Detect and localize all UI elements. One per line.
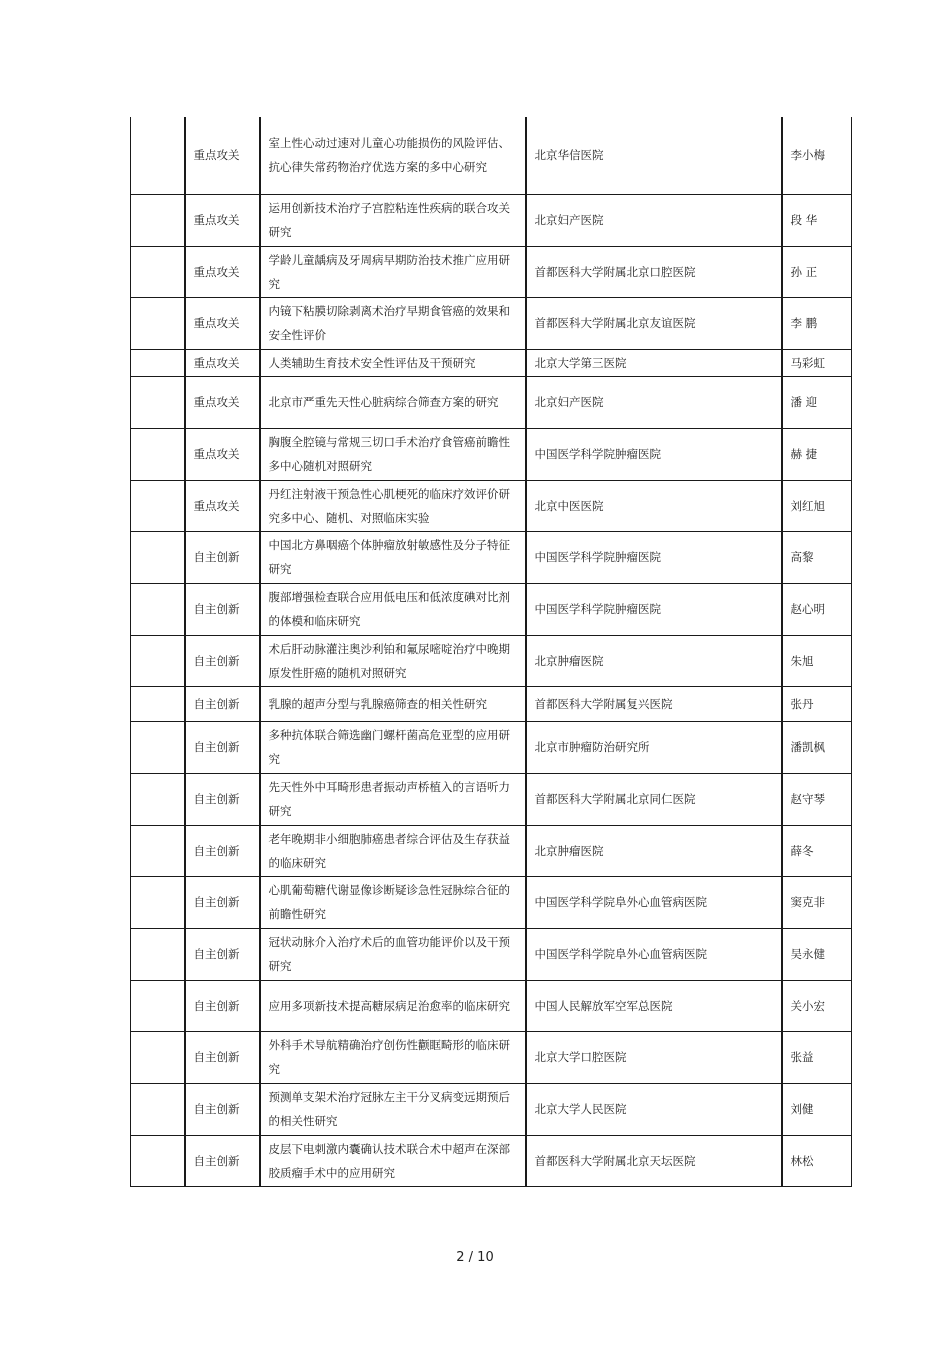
project-type-cell: 重点攻关 [185,246,260,297]
institution-cell: 北京大学口腔医院 [526,1031,782,1083]
blank-cell [131,825,185,876]
person-in-charge-cell: 潘 迎 [782,376,852,428]
project-title-cell: 冠状动脉介入治疗术后的血管功能评价以及干预研究 [260,928,526,980]
table-row [131,1031,852,1083]
table-row [131,721,852,773]
institution-cell: 北京妇产医院 [526,194,782,246]
institution-cell: 北京肿瘤医院 [526,635,782,686]
blank-cell [131,246,185,297]
table-row [131,376,852,428]
table-row [131,876,852,928]
blank-cell [131,721,185,773]
project-type-cell: 重点攻关 [185,428,260,480]
institution-cell: 首都医科大学附属北京口腔医院 [526,246,782,297]
institution-cell: 北京大学第三医院 [526,349,782,376]
institution-cell: 中国医学科学院肿瘤医院 [526,531,782,583]
institution-cell: 首都医科大学附属北京同仁医院 [526,773,782,825]
table-row [131,980,852,1031]
blank-cell [131,583,185,635]
table-row [131,480,852,531]
table-row [131,531,852,583]
project-title-cell: 运用创新技术治疗子宫腔粘连性疾病的联合攻关研究 [260,194,526,246]
institution-cell: 北京大学人民医院 [526,1083,782,1135]
blank-cell [131,531,185,583]
table-row [131,825,852,876]
project-title-cell: 皮层下电刺激内囊确认技术联合术中超声在深部胶质瘤手术中的应用研究 [260,1135,526,1186]
project-table-body [131,117,852,1186]
person-in-charge-cell: 刘健 [782,1083,852,1135]
project-title-cell: 腹部增强检查联合应用低电压和低浓度碘对比剂的体模和临床研究 [260,583,526,635]
table-row [131,686,852,721]
table-row [131,246,852,297]
person-in-charge-cell: 高黎 [782,531,852,583]
person-in-charge-cell: 张益 [782,1031,852,1083]
project-type-cell: 自主创新 [185,583,260,635]
person-in-charge-cell: 赵心明 [782,583,852,635]
blank-cell [131,428,185,480]
project-title-cell: 术后肝动脉灌注奥沙利铂和氟尿嘧啶治疗中晚期原发性肝癌的随机对照研究 [260,635,526,686]
person-in-charge-cell: 朱旭 [782,635,852,686]
table-row [131,297,852,349]
table-row [131,773,852,825]
blank-cell [131,1031,185,1083]
person-in-charge-cell: 潘凯枫 [782,721,852,773]
blank-cell [131,349,185,376]
blank-cell [131,635,185,686]
table-row [131,349,852,376]
person-in-charge-cell: 马彩虹 [782,349,852,376]
institution-cell: 首都医科大学附属北京天坛医院 [526,1135,782,1186]
institution-cell: 北京市肿瘤防治研究所 [526,721,782,773]
person-in-charge-cell: 关小宏 [782,980,852,1031]
page-number: 2 / 10 [456,1250,494,1265]
project-type-cell: 重点攻关 [185,480,260,531]
project-title-cell: 应用多项新技术提高糖尿病足治愈率的临床研究 [260,980,526,1031]
project-type-cell: 自主创新 [185,1135,260,1186]
institution-cell: 中国医学科学院阜外心血管病医院 [526,876,782,928]
institution-cell: 中国人民解放军空军总医院 [526,980,782,1031]
project-type-cell: 重点攻关 [185,117,260,194]
table-row [131,583,852,635]
project-type-cell: 自主创新 [185,721,260,773]
blank-cell [131,1083,185,1135]
project-type-cell: 自主创新 [185,531,260,583]
project-table [130,117,852,1187]
table-row [131,928,852,980]
project-type-cell: 自主创新 [185,635,260,686]
person-in-charge-cell: 刘红旭 [782,480,852,531]
person-in-charge-cell: 李 鹏 [782,297,852,349]
project-type-cell: 重点攻关 [185,376,260,428]
project-title-cell: 人类辅助生育技术安全性评估及干预研究 [260,349,526,376]
person-in-charge-cell: 张丹 [782,686,852,721]
institution-cell: 北京华信医院 [526,117,782,194]
blank-cell [131,480,185,531]
project-type-cell: 自主创新 [185,773,260,825]
institution-cell: 北京中医医院 [526,480,782,531]
institution-cell: 中国医学科学院阜外心血管病医院 [526,928,782,980]
person-in-charge-cell: 林松 [782,1135,852,1186]
project-title-cell: 多种抗体联合筛选幽门螺杆菌高危亚型的应用研究 [260,721,526,773]
blank-cell [131,117,185,194]
person-in-charge-cell: 孙 正 [782,246,852,297]
blank-cell [131,1135,185,1186]
project-type-cell: 自主创新 [185,686,260,721]
project-type-cell: 重点攻关 [185,297,260,349]
blank-cell [131,773,185,825]
project-title-cell: 中国北方鼻咽癌个体肿瘤放射敏感性及分子特征研究 [260,531,526,583]
table-row [131,194,852,246]
project-title-cell: 预测单支架术治疗冠脉左主干分叉病变远期预后的相关性研究 [260,1083,526,1135]
project-title-cell: 内镜下粘膜切除剥离术治疗早期食管癌的效果和安全性评价 [260,297,526,349]
project-title-cell: 学龄儿童龋病及牙周病早期防治技术推广应用研究 [260,246,526,297]
person-in-charge-cell: 薛冬 [782,825,852,876]
project-title-cell: 北京市严重先天性心脏病综合筛查方案的研究 [260,376,526,428]
blank-cell [131,980,185,1031]
project-title-cell: 先天性外中耳畸形患者振动声桥植入的言语听力研究 [260,773,526,825]
institution-cell: 首都医科大学附属复兴医院 [526,686,782,721]
table-row [131,1083,852,1135]
table-row [131,117,852,194]
blank-cell [131,194,185,246]
table-row [131,428,852,480]
project-type-cell: 自主创新 [185,876,260,928]
blank-cell [131,297,185,349]
project-title-cell: 乳腺的超声分型与乳腺癌筛查的相关性研究 [260,686,526,721]
project-title-cell: 胸腹全腔镜与常规三切口手术治疗食管癌前瞻性多中心随机对照研究 [260,428,526,480]
institution-cell: 北京妇产医院 [526,376,782,428]
project-type-cell: 自主创新 [185,1031,260,1083]
table-row [131,1135,852,1186]
person-in-charge-cell: 吴永健 [782,928,852,980]
institution-cell: 中国医学科学院肿瘤医院 [526,583,782,635]
institution-cell: 中国医学科学院肿瘤医院 [526,428,782,480]
table-row [131,635,852,686]
institution-cell: 首都医科大学附属北京友谊医院 [526,297,782,349]
person-in-charge-cell: 赵守琴 [782,773,852,825]
person-in-charge-cell: 窦克非 [782,876,852,928]
blank-cell [131,928,185,980]
person-in-charge-cell: 赫 捷 [782,428,852,480]
project-title-cell: 心肌葡萄糖代谢显像诊断疑诊急性冠脉综合征的前瞻性研究 [260,876,526,928]
blank-cell [131,876,185,928]
blank-cell [131,686,185,721]
person-in-charge-cell: 段 华 [782,194,852,246]
project-type-cell: 自主创新 [185,825,260,876]
project-type-cell: 重点攻关 [185,349,260,376]
project-title-cell: 丹红注射液干预急性心肌梗死的临床疗效评价研究多中心、随机、对照临床实验 [260,480,526,531]
institution-cell: 北京肿瘤医院 [526,825,782,876]
project-title-cell: 室上性心动过速对儿童心功能损伤的风险评估、抗心律失常药物治疗优选方案的多中心研究 [260,117,526,194]
project-title-cell: 外科手术导航精确治疗创伤性颧眶畸形的临床研究 [260,1031,526,1083]
project-type-cell: 自主创新 [185,980,260,1031]
person-in-charge-cell: 李小梅 [782,117,852,194]
project-type-cell: 重点攻关 [185,194,260,246]
project-title-cell: 老年晚期非小细胞肺癌患者综合评估及生存获益的临床研究 [260,825,526,876]
project-type-cell: 自主创新 [185,1083,260,1135]
project-type-cell: 自主创新 [185,928,260,980]
blank-cell [131,376,185,428]
